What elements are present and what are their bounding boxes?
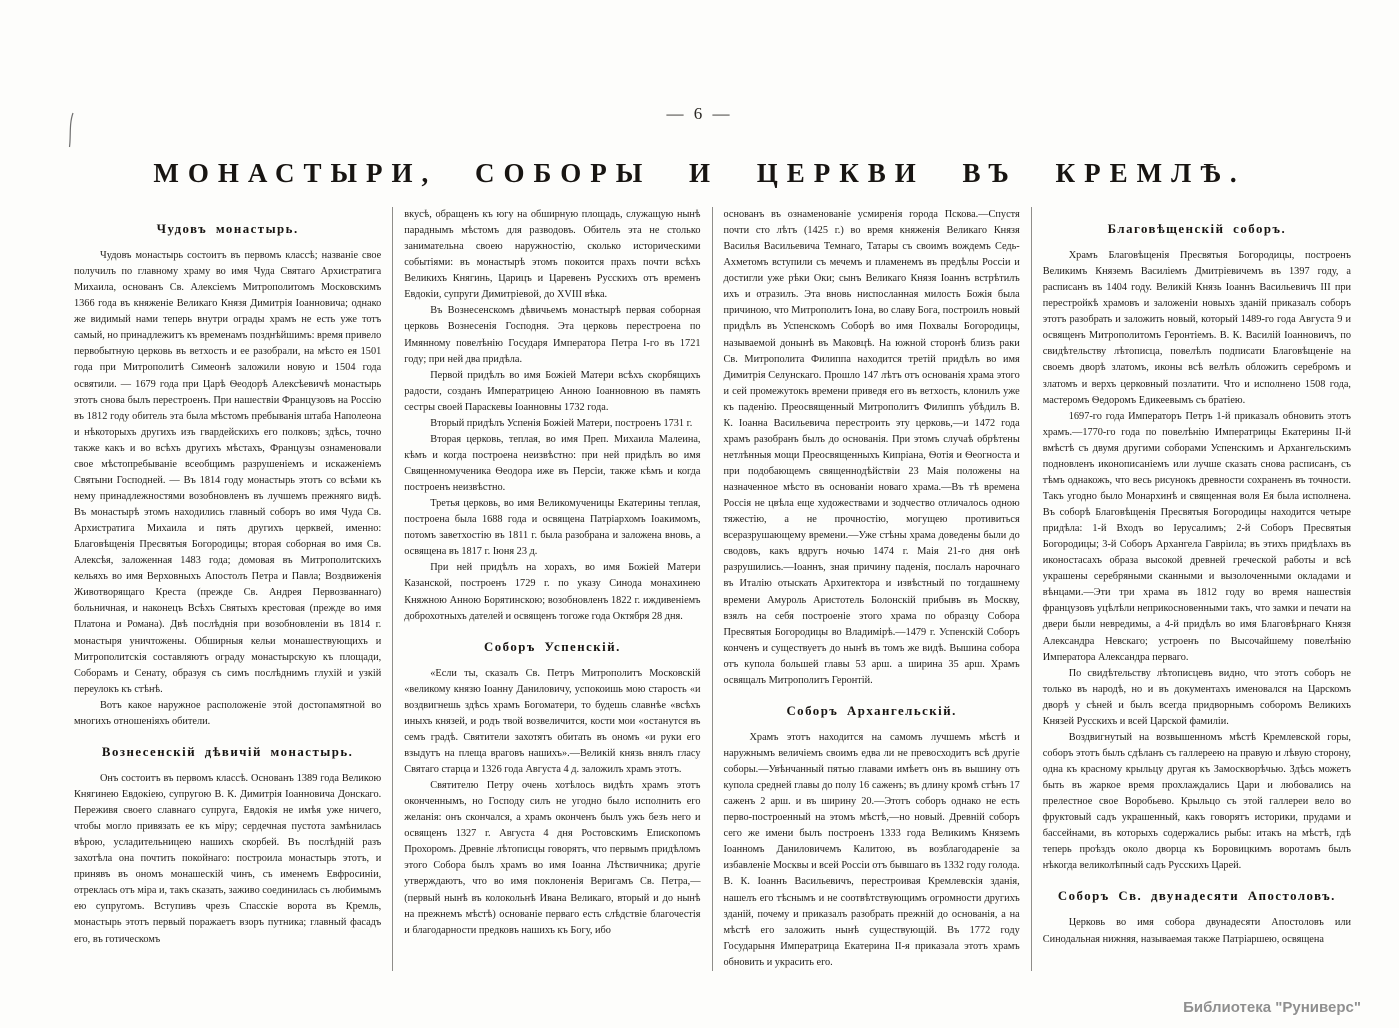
paragraph: Храмъ этотъ находится на самомъ лучшемъ мѣстѣ и наружнымъ величіемъ своимъ едва ли не превосходитъ всѣ другіе соборы.—Увѣнчанный пятью главами имѣетъ онъ въ вышину отъ купола средней главы до полу 16 саженъ; въ длину кромѣ стѣнъ 17 саженъ 2 арш. и въ ширину 20.—Этотъ соборъ однако не есть перво-построенный на этомъ мѣстѣ,—но новый. Древній соборъ сего же имени былъ построенъ 1333 года Великимъ Княземъ Іоанномъ Даниловичемъ Калитою, въ возблагодареніе за избавленіе Москвы и всей Россіи отъ бывшаго въ 1332 году голода. В. К. Іоаннъ Васильевичъ, перестроивая Кремлевскія зданія, нашелъ его тѣснымъ и не соотвѣтствующимъ огромности другихъ зданій, почему и приказалъ разобрать прежній до основанія, а на мѣстѣ его заложить нынѣ существующій. Въ 1772 году Государыня Императрица Екатерина II-я приказала этотъ храмъ обновить и украсить его. <box>723 731 1020 968</box>
paragraph: Третья церковь, во имя Великомученицы Екатерины теплая, построена была 1688 года и освящена Патріархомъ Іоакимомъ, потомъ заветхостію въ 1811 г. была разобрана и заложена вновь, а освящена въ 1817 г. Іюня 23 д. <box>404 498 701 558</box>
column-1 <box>74 207 393 971</box>
paragraph: Храмъ Благовѣщенія Пресвятыя Богородицы, построенъ Великимъ Княземъ Василіемъ Дмитріевичемъ въ 1397 году, а расписанъ въ 1404 году. Великій Князь Іоаннъ Васильевичъ III при перестройкѣ храмовъ и заложеніи новыхъ зданій приказалъ соборъ этотъ разобрать и заложить новый, который 1489-го года Августа 9 и освященъ Митрополитомъ Геронтіемъ. В. К. Василій Іоанновичъ, по свидѣтельству лѣтописца, повелѣлъ подписати Благовѣщеніе на своемъ дворѣ златомъ, иконы всѣ велѣлъ обложить серебромъ и златомъ и верхъ церковный позлатити. Что и исполнено 1508 года, мастеромъ Ѳедоромъ Едикеевымъ съ братіею. <box>1042 250 1351 406</box>
paragraph: Вторый придѣлъ Успенія Божіей Матери, построенъ 1731 г. <box>430 417 693 429</box>
paragraph: Вторая церковь, теплая, во имя Преп. Михаила Малеина, кѣмъ и когда построена неизвѣстно: при ней придѣлъ во имя Священномученика Ѳеодора иже въ Персіи, также кѣмъ и когда построенъ неизвѣстно. <box>404 433 701 494</box>
library-watermark: Библиотека "Руниверс" <box>1183 999 1361 1016</box>
column-2 <box>393 207 712 971</box>
paragraph: основанъ въ ознаменованіе усмиренія города Пскова.—Спустя почти сто лѣтъ (1425 г.) во время княженія Великаго Князя Василья Васильевича Темнаго, Татары съ своимъ вождемъ Седь-Ахметомъ вступили съ мечемъ и пламенемъ въ предѣлы Россіи и достигли уже рѣки Оки; сынъ Великаго Князя Іоаннъ встрѣтилъ ихъ и отразилъ. Эта вновь ниспосланная милость Божія была причиною, что Митрополитъ Іона, во славу Бога, построилъ новый придѣлъ въ Успенскомъ Соборѣ во имя Похвалы Богородицы, называемой донынѣ въ Маковцѣ. На южной сторонѣ близъ раки Св. Митрополита Филиппа находится третій придѣлъ во имя Димитрія Селунскаго. Прошло 147 лѣтъ отъ основанія храма этого и сей промежутокъ времени приведя его въ ветхость, клонилъ уже къ паденію. Преосвященный Митрополитъ Филиппъ убѣдилъ В. К. Іоанна Васильевича перестроить эту церковь,—и 1472 года храмъ разобранъ былъ до основанія. При этомъ случаѣ обрѣтены нетлѣнныя мощи Преосвященныхъ Кипріана, Ѳотія и Ѳеогноста и при подобающемъ священнодѣйствіи 23 Маія положены на назначенное мѣсто въ основаніи новаго храма.—Въ тѣ времена Россія не цвѣла еще художествами и зодчество отличалось одною тяжестію, а не прочностію, могущею противиться всеразрушающему времени.—Уже стѣны храма доведены были до сводовъ, какъ вдругъ ночью 1474 г. Маія 21-го дня онѣ разрушились.—Іоаннъ, зная причину паденія, послалъ нарочнаго въ Италію отыскать Архитектора и извѣстный по тогдашнему времени Амуроль Аристотель Болонскій прибывъ въ Москву, взялъ на себя построеніе этого храма по образцу Собора Пресвятыя Богородицы во Владимірѣ.—1479 г. Успенскій Соборъ конченъ и существуетъ до нынѣ въ томъ же видѣ. Вышина собора отъ купола большей главы 53 арш. а ширина 35 арш. Храмъ освящалъ Митрополитъ Геронтій. <box>723 209 1020 686</box>
section-heading: Вознесенскій дѣвичій монастырь. <box>101 744 354 759</box>
section-heading: Чудовъ монастырь. <box>156 222 299 236</box>
text-columns <box>74 207 1351 971</box>
paragraph: Въ Вознесенскомъ дѣвичьемъ монастырѣ первая соборная церковь Вознесенія Господня. Эта церковь перестроена по Имянному повелѣнію Государя Императора Петра I-го въ 1721 году; при ней два придѣла. <box>404 305 701 365</box>
column-4 <box>1032 207 1351 971</box>
paragraph: Воздвигнутый на возвышенномъ мѣстѣ Кремлевской горы, соборъ этотъ былъ сдѣланъ съ галлереею на правую и лѣвую сторону, одна къ красному крыльцу другая къ Замоскворѣчью. Здѣсь можетъ быть въ жаркое время прохлаждались Цари и любовались на прелестное свое Воробьево. Крыльцо съ этой галлереи вело во фруктовый садъ украшенный, какъ говорятъ историки, прудами и бассейнами, въ которыхъ содержались рыбы: итакъ на мѣстѣ, гдѣ теперь проѣздъ около дворца къ Боровицкимъ воротамъ былъ нѣкогда великолѣпный садъ Русскихъ Царей. <box>1042 731 1351 872</box>
paragraph: Святителю Петру очень хотѣлось видѣть храмъ этотъ оконченнымъ, но Господу силъ не угодно было исполнить его желанія: онъ скончался, а храмъ оконченъ былъ ужъ безъ него и освященъ 1327 г. Августа 4 дня Ростовскимъ Епископомъ Прохоромъ. Древніе лѣтописцы говорятъ, что первымъ придѣломъ этого Собора былъ храмъ во имя Іоанна Лѣствичника; другіе утверждаютъ, что во имя поклоненія Веригамъ Св. Петра,—(первый нынѣ въ колокольнѣ Ивана Великаго, вторый и до нынѣ на прежнемъ мѣстѣ) основаніе перваго есть слѣдствіе благочестія и благодарности предковъ нашихъ къ Богу, ибо <box>404 780 701 936</box>
paragraph: При ней придѣлъ на хорахъ, во имя Божіей Матери Казанской, построенъ 1729 г. по указу Синода монахинею Княжною Анною Борятинскою; возобновленъ 1822 г. иждивеніемъ доброхотныхъ дателей и освященъ тогоже года Октября 28 дня. <box>404 562 701 622</box>
paragraph: Церковь во имя собора двунадесяти Апостоловъ или Синодальная нижняя, называемая также Патріаршею, освящена <box>1042 917 1351 945</box>
paragraph: Онъ состоитъ въ первомъ классѣ. Основанъ 1389 года Великою Княгинею Евдокіею, супругою В. К. Димитрія Іоанновича Донскаго. Переживя своего славнаго супруга, Евдокія не имѣя уже ничего, чтобы могло привязать ее къ міру; сердечная пустота замѣнилась вѣрою, усладительницею нашихъ скорбей. Въ послѣдній разъ захотѣла она почтить покойнаго: построила монастырь этотъ, и принявъ въ ономъ монашескій чинъ, съ именемъ Евфросиніи, отреклась отъ міра и, такъ сказать, заживо соединилась съ любимымъ ею супругомъ. Вступивъ чрезъ Спасскіе ворота въ Кремль, монастырь этотъ первый поражаетъ взоръ путника; главный фасадъ его, въ готическомъ <box>74 772 382 945</box>
section-heading: Соборъ Успенскій. <box>483 639 621 654</box>
paragraph: Чудовъ монастырь состоитъ въ первомъ классѣ; названіе свое получилъ по главному храму во имя Чуда Святаго Архистратига Михаила, основанъ Св. Алексіемъ Митрополитомъ Московскимъ 1366 года въ княженіе Великаго Князя Димитрія Іоанновича; однако же видимый нами теперь внутри ограды храмъ не есть уже тотъ самый, но принадлежитъ къ временамъ позднѣйшимъ: время привело первобытную церковь въ ветхость и ее разобрали, на мѣсто ея 1501 года при Митрополитѣ Симеонѣ заложили новую и 1504 года освятили. — 1679 года при Царѣ Ѳеодорѣ Алексѣевичѣ монастырь этотъ снова былъ перестроенъ. При нашествіи Французовъ на Россію въ 1812 году обитель эта была мѣстомъ пребыванія штаба Наполеона и нѣкоторыхъ другихъ изъ гвардейскихъ его полковъ; здѣсь, точно также какъ и во всѣхъ другихъ мѣстахъ, Французы ознаменовали свое мѣстопребываніе всеобщимъ разрушеніемъ и искаженіемъ Святыни Господней. — Въ 1814 году монастырь этотъ со всѣми къ нему принадлежностями возобновленъ въ лучшемъ прежняго видѣ. Въ монастырѣ этомъ находились главный соборъ во имя Чуда Св. Архистратига Михаила и пять другихъ церквей, именно: Благовѣщенія Пресвятыя Богородицы; вторая соборная во имя Св. Алексѣя, заложенная 1483 года; домовая въ Митрополитскихъ кельяхъ во имя Верховныхъ Апостолъ Петра и Павла; Воздвиженія Животворящаго Креста (прежде Св. Андрея Первозваннаго) больничная, и наконецъ Всѣхъ Святыхъ крестовая (прежде во имя Платона и Романа). Двѣ послѣднія при возобновленіи въ 1814 г. монастыря уничтожены. Обширныя кельи монашествующихъ и Митрополитскія составляютъ ограду монастырскую къ площади, Соборамъ и Сенату, образуя съ симъ послѣднимъ глухій и узкій переулокъ къ стѣнѣ. <box>74 250 382 695</box>
paragraph: Первой придѣлъ во имя Божіей Матери всѣхъ скорбящихъ радости, созданъ Императрицею Анною Іоанновною въ память сестры своей Параскевы Іоанновны 1732 года. <box>404 369 701 413</box>
ink-mark <box>60 110 84 158</box>
section-heading: Благовѣщенскій соборъ. <box>1107 222 1287 236</box>
paragraph: Вотъ какое наружное расположеніе этой достопамятной во многихъ отношеніяхъ обители. <box>74 699 382 727</box>
column-3 <box>713 207 1032 971</box>
section-heading: Соборъ Архангельскій. <box>786 703 957 718</box>
paragraph: «Если ты, сказалъ Св. Петръ Митрополитъ Московскій «великому князю Іоанну Даниловичу, успокоишь мою старость «и воздвигнешь здѣсь храмъ Богоматери, то будешь славнѣе «всѣхъ иныхъ князей, и родъ твой возвеличится, кости мои «останутся въ семъ градѣ. Святители захотятъ обитать въ ономъ «и руки его взыдутъ на плеща враговъ нашихъ».—Великій князь внялъ гласу Святаго старца и 1326 года Августа 4 д. заложилъ храмъ этотъ. <box>404 667 701 775</box>
paragraph: вкусѣ, обращенъ къ югу на обширную площадь, служащую нынѣ параднымъ мѣстомъ для разводовъ. Обитель эта не столько занимательна своею наружностію, сколько историческими событіями: въ монастырѣ этомъ покоится прахъ почти всѣхъ Великихъ Княгинь, Царицъ и Царевенъ Русскихъ отъ временъ Евдокіи, супруги Димитріевой, до XVIII вѣка. <box>404 209 701 301</box>
section-heading: Соборъ Св. двунадесяти Апостоловъ. <box>1057 889 1336 904</box>
paragraph: 1697-го года Императоръ Петръ 1-й приказалъ обновить этотъ храмъ.—1770-го года по повелѣнію Императрицы Екатерины II-й вмѣстѣ съ двумя другими соборами Успенскимъ и Архангельскимъ подновленъ иконописаніемъ или лучше сказать снова расписанъ, съ тѣмъ однакожъ, что весь рисунокъ древности сохраненъ въ точности. Такъ угодно было Монархинѣ и священная воля Ея была исполнена. Въ соборѣ Благовѣщенія Пресвятыя Богородицы находится четыре придѣла: 1-й Входъ во Іерусалимъ; 2-й Соборъ Пресвятыя Богородицы; 3-й Соборъ Архангела Гавріила; въ этихъ придѣлахъ въ иконостасахъ образа высокой древней греческой работы и всѣ украшены серебряными сканными и вызолоченными окладами и вѣнцами.—Эти три храма въ 1812 году во время нашествія французовъ уцѣлѣли неприкосновенными такъ, что замки и печати на двери были невредимы, а 4-й придѣлъ во имя Благовѣрнаго Князя Александра Невскаго; устроенъ по Высочайшему повелѣнію Императора Александра перваго. <box>1042 410 1351 663</box>
paragraph: По свидѣтельству лѣтописцевъ видно, что этотъ соборъ не только въ народѣ, но и въ документахъ именовался на Царскомъ дворѣ у сѣней и былъ всегда придворнымъ соборомъ Великихъ Князей Русскихъ и всей Царской фамиліи. <box>1042 667 1351 727</box>
page-title: МОНАСТЫРИ, СОБОРЫ И ЦЕРКВИ ВЪ КРЕМЛѢ. <box>153 158 1246 188</box>
page-number: — 6 — <box>666 104 733 123</box>
